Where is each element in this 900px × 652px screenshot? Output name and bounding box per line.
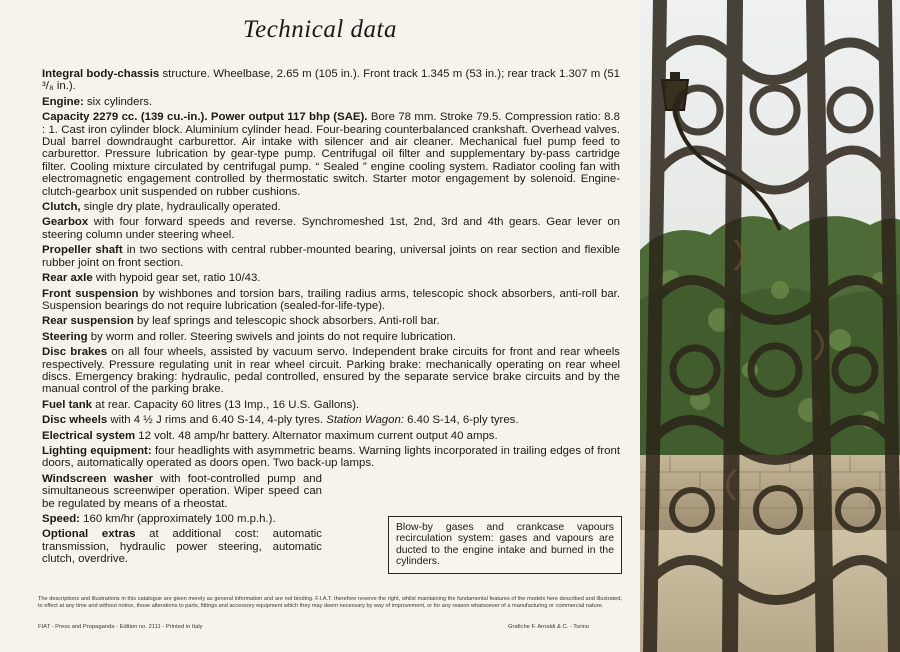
spec-item [42, 473, 322, 510]
spec-item-text: at additional cost: automatic transmission, hydraulic power steering, automatic clutch, overdrive. [42, 528, 322, 566]
spec-item-heading: Lighting equipment: [42, 444, 152, 457]
spec-item [42, 68, 620, 93]
spec-item-heading: Propeller shaft [42, 244, 123, 257]
spec-item-text: six cylinders. [83, 95, 153, 108]
spec-list [42, 68, 620, 569]
spec-item [42, 528, 322, 565]
spec-item [42, 244, 620, 269]
spec-item-heading: Capacity 2279 cc. (139 cu.-in.). Power output 117 bhp (SAE). [42, 111, 368, 124]
spec-item-heading: Disc wheels [42, 414, 108, 427]
spec-item [42, 346, 620, 396]
spec-item [42, 331, 620, 343]
emissions-note-box: Blow-by gases and crankcase vapours recirculation system: gases and vapours are ducted to the engine intake and burned in the cylinders. [388, 516, 622, 574]
spec-item-heading: Rear suspension [42, 315, 134, 328]
spec-item-heading: Front suspension [42, 287, 139, 300]
disclaimer-text: The descriptions and illustrations in this catalogue are given merely as general information and are not binding. F.I.A.T. therefore reserve the right, whilst maintaining the fundamental features of the models here described and illustrated, to effect at any time and without notice, those alterations to parts, fittings and accessory equipment which they may deem necessary by way of improvement, or for any reason whatsoever of a manufacturing or commercial nature. [38, 596, 622, 609]
spec-item-tail: 6.40 S-14, 6-ply tyres. [403, 414, 519, 427]
spec-item-text: with 4 ½ J rims and 6.40 S-14, 4-ply tyres. [107, 414, 327, 427]
spec-item-heading: Fuel tank [42, 398, 93, 411]
spec-item-text: Bore 78 mm. Stroke 79.5. Compression ratio: 8.8 : 1. Cast iron cylinder block. Aluminium cylinder head. Four-bearing counterbalanced crankshaft. Overhead valves. Dual barrel downdraught carburettor. Air intake with silencer and air cleaner. Mechanical fuel pump feed to carburettor. Pressure lubrication by gear-type pump. Centrifugal oil filter and supplementary by-pass cartridge filter. Cooling mixture circulated by centrifugal pump. “ Sealed ” engine cooling system. Radiator cooling fan with electromagnetic engagement controlled by thermostatic switch. Starter motor engagement by solenoid. Engine-clutch-gearbox unit suspended on rubber cushions. [42, 111, 620, 198]
page-title: Technical data [243, 16, 397, 43]
spec-item-heading: Electrical system [42, 429, 136, 442]
spec-item-text: by worm and roller. Steering swivels and joints do not require lubrication. [87, 330, 457, 343]
spec-item-heading: Rear axle [42, 272, 93, 285]
spec-item-heading: Speed: [42, 513, 80, 525]
spec-item-text: structure. Wheelbase, 2.65 m (105 in.). Front track 1.345 m (53 in.); rear track 1.307 m (51 ³/₈ in.). [42, 68, 620, 93]
spec-item-text: by leaf springs and telescopic shock absorbers. Anti-roll bar. [133, 315, 440, 328]
spec-item [42, 96, 620, 108]
spec-item-heading: Windscreen washer [42, 472, 153, 485]
spec-item [42, 399, 620, 411]
spec-item-text: with hypoid gear set, ratio 10/43. [92, 272, 261, 285]
spec-item [42, 445, 620, 470]
spec-item-text: 160 km/hr (approximately 100 m.p.h.). [79, 513, 276, 525]
spec-item-heading: Gearbox [42, 216, 89, 229]
spec-item-heading: Clutch, [42, 201, 81, 214]
spec-item-heading: Steering [42, 330, 88, 343]
spec-item [42, 272, 620, 284]
spec-item-text: by wishbones and torsion bars, trailing radius arms, telescopic shock absorbers, anti-roll bar. Suspension bearings do not require lubrication (sealed-for-life-type). [42, 287, 620, 312]
spec-item [42, 414, 620, 426]
spec-item-text: 12 volt. 48 amp/hr battery. Alternator maximum current output 40 amps. [135, 429, 498, 442]
spec-item-text: in two sections with central rubber-mounted bearing, universal joints on rear section and flexible rubber joint on front section. [42, 244, 620, 269]
spec-item [42, 201, 620, 213]
footer-imprint: FIAT - Press and Propaganda - Edition no. 2111 - Printed in Italy [38, 624, 203, 630]
spec-item-text: on all four wheels, assisted by vacuum servo. Independent brake circuits for front and rear wheels respectively. Pressure regulating unit in rear wheel circuit. Parking brake: mechanically operating on rear wheel discs. Emergency braking: hydraulic, pedal controlled, ensured by the separate service brake circuits and by the manual control of the parking brake. [42, 346, 620, 396]
spec-item-heading: Optional extras [42, 528, 136, 541]
spec-item-heading: Engine: [42, 95, 84, 108]
wrought-iron-gate-icon [640, 0, 900, 652]
spec-item-text: four headlights with asymmetric beams. Warning lights incorporated in trailing edges of front doors, automatically operated as doors open. Two back-up lamps. [42, 444, 620, 470]
spec-item [42, 430, 620, 442]
spec-item [42, 111, 620, 198]
spec-item-text: with foot-controlled pump and simultaneous screenwiper operation. Wiper speed can be regulated by means of a rheostat. [42, 472, 322, 510]
spec-item-heading: Disc brakes [42, 346, 108, 359]
spec-item [42, 288, 620, 313]
footer-printer: Grafiche F. Arnaldi & C. - Torino [508, 624, 590, 630]
spec-item [42, 513, 322, 525]
spec-item [42, 216, 620, 241]
spec-item-heading: Integral body-chassis [42, 68, 160, 80]
spec-item-text: single dry plate, hydraulically operated. [80, 201, 281, 214]
spec-item-italic: Station Wagon: [326, 414, 404, 427]
spec-item-text: at rear. Capacity 60 litres (13 Imp., 16 U.S. Gallons). [92, 398, 360, 411]
spec-item-text: with four forward speeds and reverse. Synchromeshed 1st, 2nd, 3rd and 4th gears. Gear lever on steering column under steering wheel. [42, 216, 620, 241]
spec-item [42, 315, 620, 327]
gate-photo [640, 0, 900, 652]
